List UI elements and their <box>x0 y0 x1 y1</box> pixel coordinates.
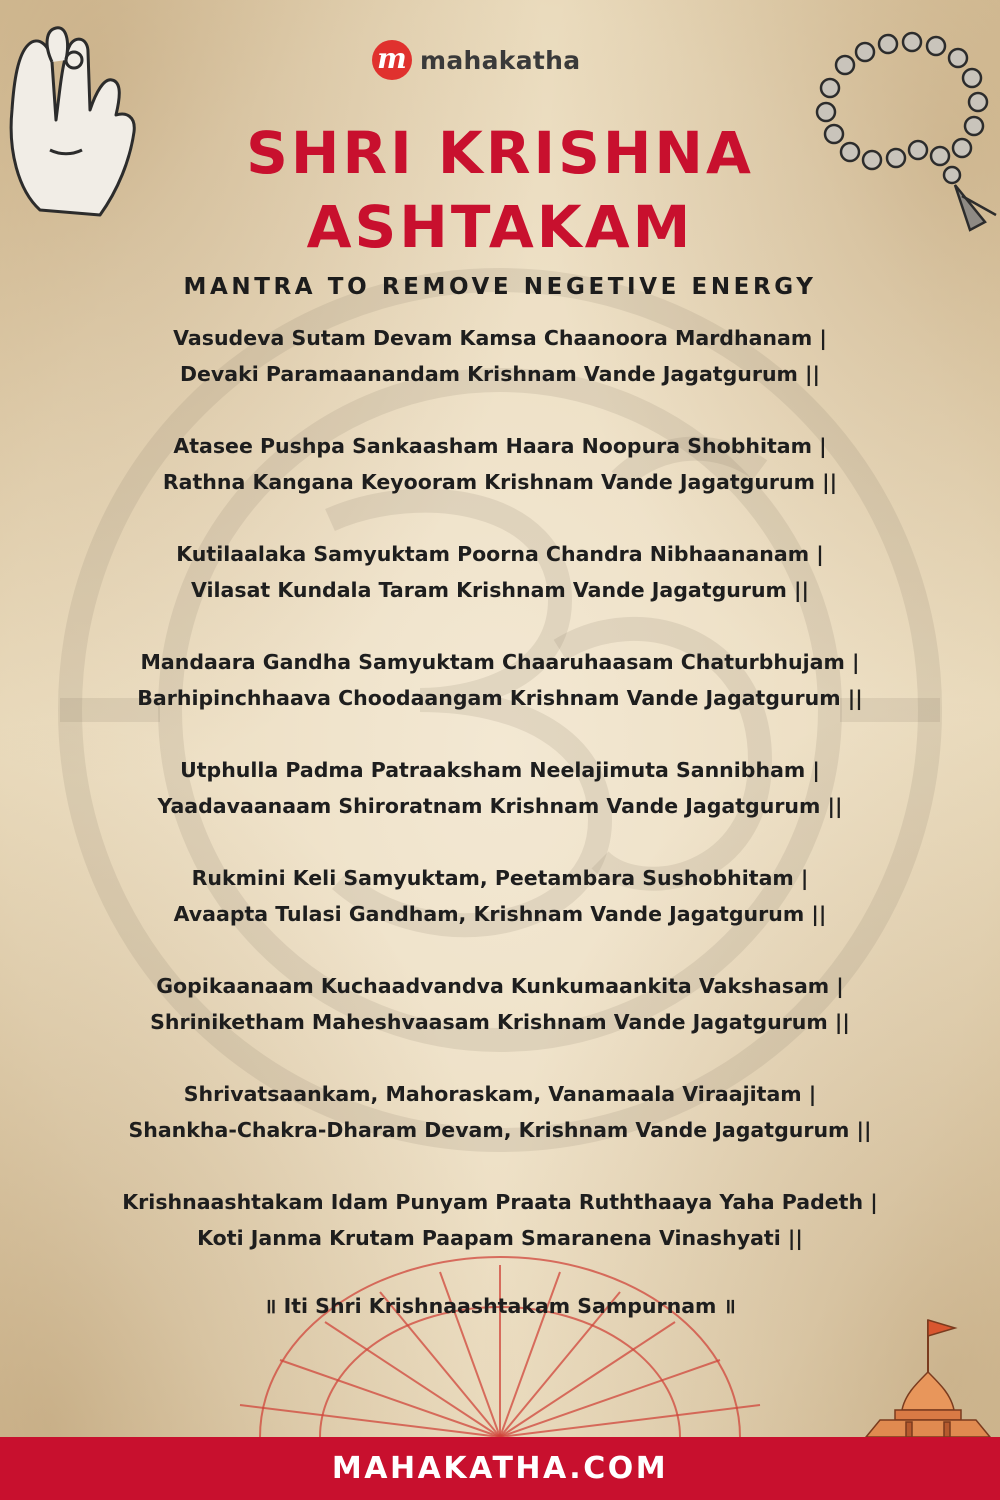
mudra-hand-icon <box>11 28 134 215</box>
temple-icon <box>866 1320 990 1437</box>
verse-line: Gopikaanaam Kuchaadvandva Kunkumaankita Vakshasam | <box>156 974 844 998</box>
footer-bar <box>0 1437 1000 1500</box>
verse-line: Shankha-Chakra-Dharam Devam, Krishnam Vande Jagatgurum || <box>128 1118 872 1142</box>
subtitle: MANTRA TO REMOVE NEGETIVE ENERGY <box>183 274 817 300</box>
verse-line: Koti Janma Krutam Paapam Smaranena Vinashyati || <box>197 1226 803 1250</box>
verse-line: Vasudeva Sutam Devam Kamsa Chaanoora Mardhanam | <box>173 326 827 350</box>
verse-line: Shriniketham Maheshvaasam Krishnam Vande Jagatgurum || <box>150 1010 850 1034</box>
verse-line: Yaadavaanaam Shiroratnam Krishnam Vande Jagatgurum || <box>157 794 843 818</box>
page-title-line-2: ASHTAKAM <box>306 193 694 261</box>
verse <box>60 1184 940 1256</box>
logo-mark: m <box>372 40 412 80</box>
verse-list <box>60 320 940 1292</box>
verse-line: Shrivatsaankam, Mahoraskam, Vanamaala Viraajitam | <box>183 1082 817 1106</box>
verse <box>60 320 940 392</box>
verse-line: Avaapta Tulasi Gandham, Krishnam Vande Jagatgurum || <box>173 902 827 926</box>
verse-line: Krishnaashtakam Idam Punyam Praata Ruththaaya Yaha Padeth | <box>122 1190 878 1214</box>
verse <box>60 428 940 500</box>
verse-line: Utphulla Padma Patraaksham Neelajimuta Sannibham | <box>180 758 820 782</box>
verse <box>60 968 940 1040</box>
verse <box>60 752 940 824</box>
verse <box>60 1076 940 1148</box>
page-title-line-1: SHRI KRISHNA <box>246 119 754 187</box>
verse-line: Atasee Pushpa Sankaasham Haara Noopura Shobhitam | <box>173 434 827 458</box>
verse <box>60 536 940 608</box>
closing-line: ॥ Iti Shri Krishnaashtakam Sampurnam ॥ <box>264 1294 736 1318</box>
verse-line: Rukmini Keli Samyuktam, Peetambara Sushobhitam | <box>191 866 809 890</box>
verse-line: Mandaara Gandha Samyuktam Chaaruhaasam Chaturbhujam | <box>140 650 860 674</box>
verse-line: Kutilaalaka Samyuktam Poorna Chandra Nibhaananam | <box>176 542 824 566</box>
verse-line: Rathna Kangana Keyooram Krishnam Vande Jagatgurum || <box>162 470 838 494</box>
logo-text: mahakatha <box>420 45 581 75</box>
footer-link[interactable]: MAHAKATHA.COM <box>331 1451 669 1486</box>
verse-line: Barhipinchhaava Choodaangam Krishnam Vande Jagatgurum || <box>137 686 863 710</box>
verse-line: Vilasat Kundala Taram Krishnam Vande Jagatgurum || <box>190 578 810 602</box>
verse <box>60 644 940 716</box>
verse-line: Devaki Paramaanandam Krishnam Vande Jagatgurum || <box>179 362 821 386</box>
verse <box>60 860 940 932</box>
brand-logo[interactable] <box>372 40 580 80</box>
